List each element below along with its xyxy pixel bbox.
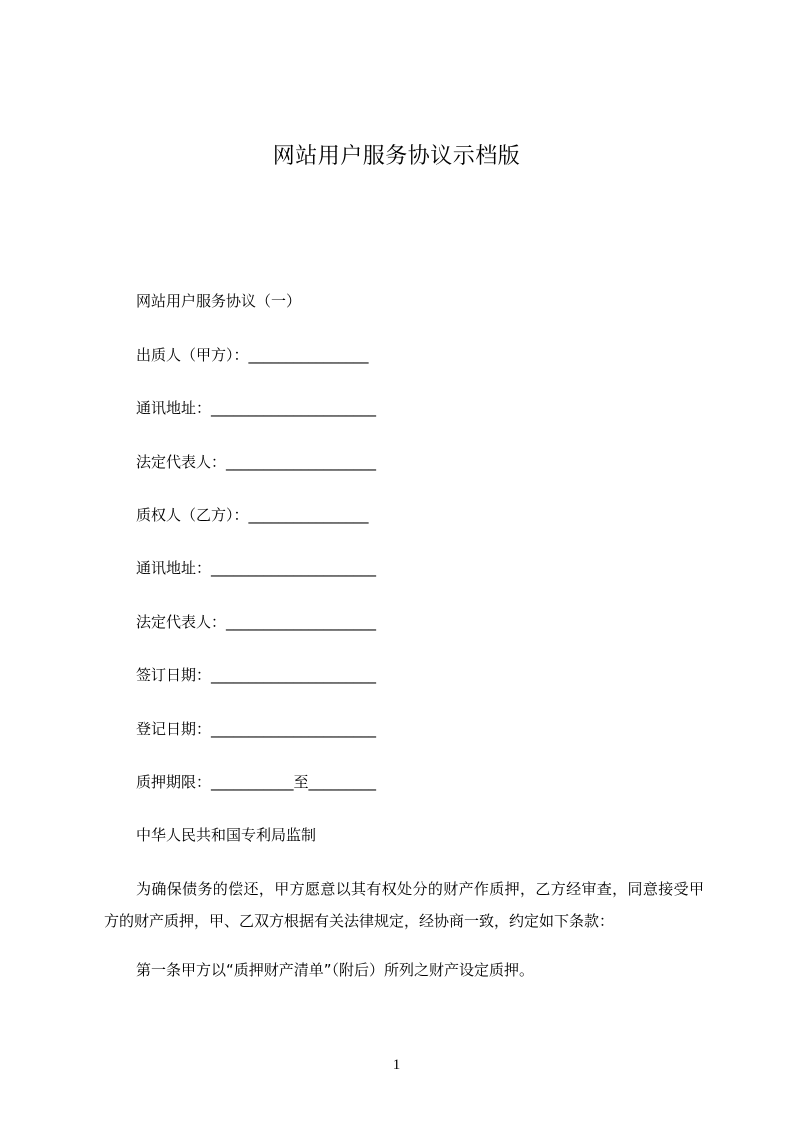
field-blank: ______________________ (211, 559, 377, 577)
field-pledgee-address (136, 558, 376, 578)
field-label: 质权人（乙方）： (136, 506, 249, 524)
field-pledgee-representative (136, 612, 376, 632)
field-pledge-term (136, 772, 376, 792)
field-blank: ________________ (248, 506, 369, 524)
page-number: 1 (392, 1057, 401, 1073)
field-label: 法定代表人： (136, 613, 227, 631)
field-registration-date (136, 719, 376, 739)
field-label: 通讯地址： (136, 559, 212, 577)
field-label: 登记日期： (136, 720, 212, 738)
term-blank-from: ___________ (211, 773, 294, 791)
document-title: 网站用户服务协议示档版 (272, 144, 521, 169)
intro-paragraph: 为确保债务的偿还，甲方愿意以其有权处分的财产作质押，乙方经审查，同意接受甲方的财产质押，甲、乙双方根据有关法律规定，经协商一致，约定如下条款： (104, 880, 704, 930)
field-label: 质押期限： (136, 773, 212, 791)
field-label: 通讯地址： (136, 399, 212, 417)
field-label: 签订日期： (136, 666, 212, 684)
field-label: 出质人（甲方）： (136, 346, 249, 364)
field-pledgor (136, 345, 369, 365)
field-blank: ________________ (248, 346, 369, 364)
field-pledgor-representative (136, 452, 376, 472)
field-label: 法定代表人： (136, 453, 227, 471)
field-blank: ____________________ (226, 613, 377, 631)
field-pledgee (136, 505, 369, 525)
field-blank: ______________________ (211, 720, 377, 738)
term-blank-to: _________ (308, 773, 377, 791)
supervisor-note: 中华人民共和国专利局监制 (136, 826, 317, 844)
section-heading: 网站用户服务协议（一） (136, 292, 302, 310)
field-blank: ____________________ (226, 453, 377, 471)
field-blank: ______________________ (211, 399, 377, 417)
field-blank: ______________________ (211, 666, 377, 684)
article-1: 第一条甲方以“质押财产清单”（附后）所列之财产设定质押。 (136, 961, 535, 979)
field-signing-date (136, 665, 376, 685)
field-pledgor-address (136, 398, 376, 418)
term-to: 至 (293, 773, 309, 791)
